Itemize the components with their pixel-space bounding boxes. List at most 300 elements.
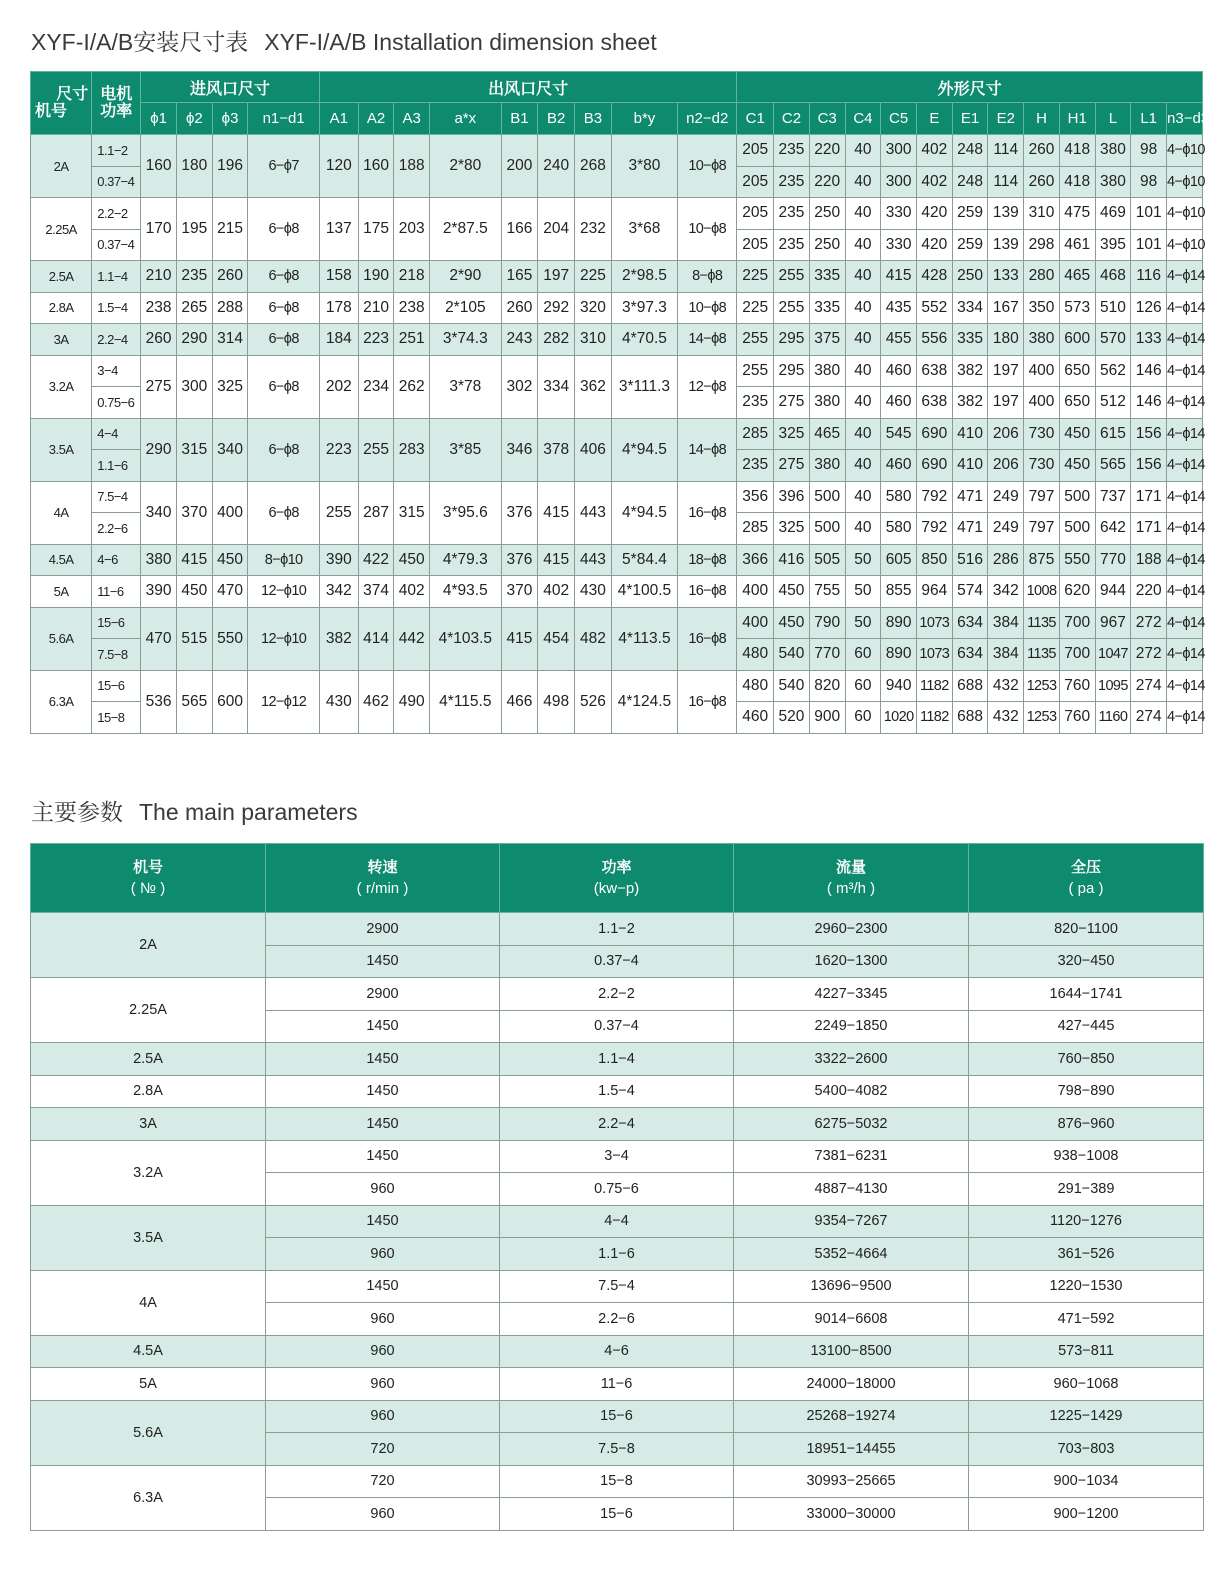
outline-cell: 4−ϕ10 (1167, 198, 1203, 230)
outline-cell: 4−ϕ14 (1167, 481, 1203, 513)
outline-cell: 4−ϕ14 (1167, 670, 1203, 702)
flow-cell: 25268−19274 (734, 1400, 969, 1433)
outline-cell: 562 (1095, 355, 1131, 387)
outline-cell: 540 (774, 670, 810, 702)
speed-cell: 2900 (266, 978, 500, 1011)
dimension-title-en: XYF-I/A/B Installation dimension sheet (264, 29, 657, 55)
outlet-cell: 166 (501, 198, 538, 261)
outline-cell: 272 (1131, 607, 1167, 639)
power-cell: 11−6 (500, 1368, 734, 1401)
outline-cell: 573 (1059, 292, 1095, 324)
inlet-cell: 370 (176, 481, 212, 544)
inlet-cell: 6−ϕ8 (248, 355, 319, 418)
outlet-cell: 4*115.5 (430, 670, 501, 733)
outline-cell: 460 (881, 450, 917, 482)
outlet-cell: 16−ϕ8 (678, 576, 737, 608)
outline-cell: 220 (1131, 576, 1167, 608)
outline-cell: 455 (881, 324, 917, 356)
outline-cell: 235 (737, 387, 774, 419)
outline-cell: 334 (952, 292, 988, 324)
outline-cell: 40 (845, 324, 881, 356)
outline-cell: 690 (916, 450, 952, 482)
pressure-cell: 320−450 (969, 945, 1204, 978)
outlet-cell: 204 (538, 198, 575, 261)
outline-cell: 1073 (916, 639, 952, 671)
outlet-cell: 2*90 (430, 261, 501, 293)
outline-cell: 737 (1095, 481, 1131, 513)
inlet-cell: 450 (176, 576, 212, 608)
motor-power-cell: 2.2−2 (92, 198, 141, 230)
outline-cell: 255 (737, 324, 774, 356)
dimension-row (31, 607, 1203, 639)
outline-cell: 171 (1131, 481, 1167, 513)
outline-cell: 114 (988, 135, 1024, 167)
outlet-cell: 18−ϕ8 (678, 544, 737, 576)
inlet-cell: 515 (176, 607, 212, 670)
power-cell: 4−4 (500, 1205, 734, 1238)
outline-cell: 500 (1059, 481, 1095, 513)
pressure-cell: 876−960 (969, 1108, 1204, 1141)
inlet-cell: 215 (212, 198, 248, 261)
inlet-cell: 470 (212, 576, 248, 608)
parameter-row (31, 1140, 1204, 1173)
outline-cell: 40 (845, 198, 881, 230)
outline-cell: 275 (774, 387, 810, 419)
outline-cell: 380 (1095, 135, 1131, 167)
outlet-cell: 526 (575, 670, 612, 733)
outlet-group-header: 出风口尺寸 (319, 72, 736, 103)
parameter-row (31, 978, 1204, 1011)
motor-power-cell: 7.5−4 (92, 481, 141, 513)
outline-cell: 797 (1024, 513, 1060, 545)
outline-cell: 1182 (916, 702, 952, 734)
inlet-cell: 380 (141, 544, 177, 576)
outlet-cell: 4*79.3 (430, 544, 501, 576)
parameter-row (31, 1205, 1204, 1238)
outline-cell: 450 (774, 607, 810, 639)
outlet-cell: 287 (358, 481, 394, 544)
outline-cell: 435 (881, 292, 917, 324)
outlet-cell: 14−ϕ8 (678, 418, 737, 481)
outline-cell: 471 (952, 481, 988, 513)
outline-cell: 516 (952, 544, 988, 576)
outlet-cell: 362 (575, 355, 612, 418)
motor-power-cell: 4−6 (92, 544, 141, 576)
outlet-cell: 3*68 (611, 198, 677, 261)
outline-cell: 432 (988, 702, 1024, 734)
power-cell: 15−8 (500, 1465, 734, 1498)
pressure-cell: 760−850 (969, 1043, 1204, 1076)
outline-cell: 700 (1059, 607, 1095, 639)
speed-cell: 960 (266, 1335, 500, 1368)
outlet-cell: 3*80 (611, 135, 677, 198)
inlet-cell: 400 (212, 481, 248, 544)
corner-header (31, 72, 92, 135)
outline-cell: 512 (1095, 387, 1131, 419)
installation-dimension-table (30, 71, 1210, 734)
outline-cell: 260 (1024, 135, 1060, 167)
outline-cell: 310 (1024, 198, 1060, 230)
outlet-cell: 137 (319, 198, 358, 261)
outlet-cell: 443 (575, 544, 612, 576)
inlet-cell: 12−ϕ10 (248, 576, 319, 608)
outline-cell: 384 (988, 639, 1024, 671)
outline-cell: 356 (737, 481, 774, 513)
outline-cell: 139 (988, 229, 1024, 261)
flow-cell: 13100−8500 (734, 1335, 969, 1368)
power-cell: 15−6 (500, 1400, 734, 1433)
outlet-cell: 262 (394, 355, 430, 418)
dimension-row (31, 135, 1203, 167)
power-cell: 15−6 (500, 1498, 734, 1531)
pressure-cell: 900−1034 (969, 1465, 1204, 1498)
pressure-cell: 1225−1429 (969, 1400, 1204, 1433)
param-model-cell: 2.8A (31, 1075, 266, 1108)
param-header-cn: 功率 (601, 859, 632, 876)
motor-power-cell: 0.37−4 (92, 229, 141, 261)
outlet-cell: 382 (319, 607, 358, 670)
outline-cell: 395 (1095, 229, 1131, 261)
power-cell: 2.2−2 (500, 978, 734, 1011)
outline-cell: 205 (737, 198, 774, 230)
outline-cell: 259 (952, 229, 988, 261)
outlet-cell: 4*70.5 (611, 324, 677, 356)
outline-cell: 1182 (916, 670, 952, 702)
motor-power-cell: 1.5−4 (92, 292, 141, 324)
column-header: a*x (430, 103, 501, 135)
outline-cell: 197 (988, 387, 1024, 419)
motor-power-cell: 1.1−6 (92, 450, 141, 482)
outline-cell: 760 (1059, 702, 1095, 734)
outline-cell: 468 (1095, 261, 1131, 293)
motor-power-cell: 4−4 (92, 418, 141, 450)
model-cell: 2.8A (31, 292, 92, 324)
outline-cell: 940 (881, 670, 917, 702)
outline-cell: 400 (737, 607, 774, 639)
outlet-cell: 225 (575, 261, 612, 293)
outlet-cell: 282 (538, 324, 575, 356)
outline-cell: 850 (916, 544, 952, 576)
column-header: L (1095, 103, 1131, 135)
outline-cell: 274 (1131, 702, 1167, 734)
motor-power-cell: 1.1−4 (92, 261, 141, 293)
outline-cell: 325 (774, 418, 810, 450)
outlet-cell: 450 (394, 544, 430, 576)
outline-cell: 50 (845, 576, 881, 608)
outline-cell: 40 (845, 513, 881, 545)
outlet-cell: 255 (319, 481, 358, 544)
outline-cell: 400 (737, 576, 774, 608)
outline-cell: 690 (916, 418, 952, 450)
outline-cell: 335 (952, 324, 988, 356)
outlet-cell: 442 (394, 607, 430, 670)
outline-cell: 700 (1059, 639, 1095, 671)
column-header: A2 (358, 103, 394, 135)
inlet-cell: 550 (212, 607, 248, 670)
inlet-cell: 565 (176, 670, 212, 733)
dimension-row (31, 670, 1203, 702)
outlet-cell: 16−ϕ8 (678, 670, 737, 733)
inlet-cell: 260 (141, 324, 177, 356)
inlet-cell: 170 (141, 198, 177, 261)
motor-label: 电机 (100, 86, 133, 103)
power-cell: 1.1−4 (500, 1043, 734, 1076)
flow-cell: 4887−4130 (734, 1173, 969, 1206)
outlet-cell: 415 (538, 544, 575, 576)
outline-cell: 259 (952, 198, 988, 230)
param-model-cell: 3A (31, 1108, 266, 1141)
outlet-cell: 197 (538, 261, 575, 293)
pressure-cell: 361−526 (969, 1238, 1204, 1271)
outline-cell: 552 (916, 292, 952, 324)
outline-cell: 790 (809, 607, 845, 639)
outlet-cell: 430 (575, 576, 612, 608)
flow-cell: 5400−4082 (734, 1075, 969, 1108)
param-model-cell: 2.5A (31, 1043, 266, 1076)
flow-cell: 9354−7267 (734, 1205, 969, 1238)
outline-cell: 146 (1131, 355, 1167, 387)
outline-cell: 249 (988, 481, 1024, 513)
pressure-cell: 820−1100 (969, 913, 1204, 946)
inlet-cell: 314 (212, 324, 248, 356)
flow-cell: 30993−25665 (734, 1465, 969, 1498)
outline-cell: 400 (1024, 387, 1060, 419)
inlet-cell: 195 (176, 198, 212, 261)
outline-cell: 40 (845, 481, 881, 513)
outline-cell: 890 (881, 607, 917, 639)
outlet-cell: 302 (501, 355, 538, 418)
outline-cell: 642 (1095, 513, 1131, 545)
pressure-cell: 960−1068 (969, 1368, 1204, 1401)
outlet-cell: 232 (575, 198, 612, 261)
outlet-cell: 334 (538, 355, 575, 418)
power-cell: 1.1−2 (500, 913, 734, 946)
parameters-title-cn: 主要参数 (31, 799, 123, 825)
outlet-cell: 260 (501, 292, 538, 324)
outline-cell: 188 (1131, 544, 1167, 576)
speed-cell: 2900 (266, 913, 500, 946)
inlet-cell: 290 (176, 324, 212, 356)
outline-cell: 382 (952, 387, 988, 419)
outline-cell: 300 (881, 135, 917, 167)
motor-power-cell: 2.2−4 (92, 324, 141, 356)
outline-cell: 855 (881, 576, 917, 608)
outline-cell: 410 (952, 418, 988, 450)
outlet-cell: 482 (575, 607, 612, 670)
model-cell: 6.3A (31, 670, 92, 733)
motor-power-cell: 0.75−6 (92, 387, 141, 419)
outline-cell: 133 (988, 261, 1024, 293)
outlet-cell: 454 (538, 607, 575, 670)
flow-cell: 1620−1300 (734, 945, 969, 978)
outline-cell: 4−ϕ14 (1167, 387, 1203, 419)
pressure-cell: 938−1008 (969, 1140, 1204, 1173)
inlet-cell: 260 (212, 261, 248, 293)
outline-cell: 300 (881, 166, 917, 198)
outline-cell: 255 (774, 261, 810, 293)
outline-cell: 4−ϕ10 (1167, 166, 1203, 198)
flow-cell: 5352−4664 (734, 1238, 969, 1271)
outline-cell: 418 (1059, 166, 1095, 198)
power-cell: 3−4 (500, 1140, 734, 1173)
outlet-cell: 292 (538, 292, 575, 324)
speed-cell: 1450 (266, 1108, 500, 1141)
outline-cell: 197 (988, 355, 1024, 387)
parameter-row (31, 1400, 1204, 1433)
param-model-cell: 3.2A (31, 1140, 266, 1205)
column-header: ϕ3 (212, 103, 248, 135)
inlet-cell: 196 (212, 135, 248, 198)
column-header: B1 (501, 103, 538, 135)
param-column-header (31, 844, 266, 913)
speed-cell: 720 (266, 1433, 500, 1466)
outline-cell: 275 (774, 450, 810, 482)
outline-cell: 1253 (1024, 670, 1060, 702)
dimension-row (31, 292, 1203, 324)
outlet-cell: 443 (575, 481, 612, 544)
outlet-cell: 4*94.5 (611, 481, 677, 544)
outline-cell: 580 (881, 481, 917, 513)
inlet-cell: 340 (212, 418, 248, 481)
power-cell: 0.37−4 (500, 1010, 734, 1043)
power-cell: 1.1−6 (500, 1238, 734, 1271)
outline-cell: 4−ϕ14 (1167, 639, 1203, 671)
outline-cell: 380 (1095, 166, 1131, 198)
speed-cell: 960 (266, 1498, 500, 1531)
inlet-cell: 6−ϕ8 (248, 324, 319, 356)
inlet-cell: 6−ϕ8 (248, 198, 319, 261)
outlet-cell: 415 (538, 481, 575, 544)
outline-cell: 620 (1059, 576, 1095, 608)
column-header: n3−d3 (1167, 103, 1203, 135)
outline-cell: 298 (1024, 229, 1060, 261)
outline-cell: 40 (845, 229, 881, 261)
parameter-row (31, 1335, 1204, 1368)
outline-cell: 428 (916, 261, 952, 293)
outline-cell: 730 (1024, 418, 1060, 450)
outline-cell: 350 (1024, 292, 1060, 324)
outline-cell: 156 (1131, 450, 1167, 482)
column-header: ϕ2 (176, 103, 212, 135)
column-header: n1−d1 (248, 103, 319, 135)
outline-cell: 797 (1024, 481, 1060, 513)
outline-cell: 60 (845, 670, 881, 702)
outline-cell: 286 (988, 544, 1024, 576)
outline-cell: 330 (881, 229, 917, 261)
dimension-row (31, 481, 1203, 513)
outlet-cell: 374 (358, 576, 394, 608)
flow-cell: 18951−14455 (734, 1433, 969, 1466)
column-header: E2 (988, 103, 1024, 135)
motor-power-cell: 1.1−2 (92, 135, 141, 167)
inlet-cell: 235 (176, 261, 212, 293)
outline-cell: 206 (988, 450, 1024, 482)
outlet-cell: 188 (394, 135, 430, 198)
outline-cell: 260 (1024, 166, 1060, 198)
outlet-cell: 160 (358, 135, 394, 198)
outlet-cell: 223 (319, 418, 358, 481)
model-cell: 3A (31, 324, 92, 356)
outline-cell: 40 (845, 418, 881, 450)
outlet-cell: 2*80 (430, 135, 501, 198)
speed-cell: 1450 (266, 1075, 500, 1108)
flow-cell: 2960−2300 (734, 913, 969, 946)
param-model-cell: 5.6A (31, 1400, 266, 1465)
speed-cell: 720 (266, 1465, 500, 1498)
pressure-cell: 427−445 (969, 1010, 1204, 1043)
model-cell: 4A (31, 481, 92, 544)
outlet-cell: 190 (358, 261, 394, 293)
outline-cell: 450 (774, 576, 810, 608)
parameter-row (31, 1368, 1204, 1401)
outlet-cell: 4*113.5 (611, 607, 677, 670)
param-header-unit: ( r/min ) (356, 880, 409, 897)
speed-cell: 960 (266, 1368, 500, 1401)
inlet-cell: 450 (212, 544, 248, 576)
outline-cell: 415 (881, 261, 917, 293)
outlet-cell: 10−ϕ8 (678, 198, 737, 261)
outline-cell: 1135 (1024, 607, 1060, 639)
outlet-cell: 158 (319, 261, 358, 293)
outlet-cell: 342 (319, 576, 358, 608)
param-model-cell: 6.3A (31, 1465, 266, 1530)
inlet-cell: 325 (212, 355, 248, 418)
outline-cell: 450 (1059, 450, 1095, 482)
outlet-cell: 422 (358, 544, 394, 576)
outlet-cell: 2*87.5 (430, 198, 501, 261)
param-header-cn: 全压 (1070, 859, 1101, 876)
outlet-cell: 376 (501, 481, 538, 544)
outlet-cell: 4*103.5 (430, 607, 501, 670)
param-column-header (500, 844, 734, 913)
dimension-row (31, 576, 1203, 608)
column-header: b*y (611, 103, 677, 135)
outline-cell: 40 (845, 355, 881, 387)
inlet-cell: 6−ϕ8 (248, 261, 319, 293)
power-cell: 7.5−4 (500, 1270, 734, 1303)
outline-cell: 402 (916, 166, 952, 198)
power-cell: 2.2−6 (500, 1303, 734, 1336)
power-cell: 1.5−4 (500, 1075, 734, 1108)
outline-cell: 380 (1024, 324, 1060, 356)
param-header-unit: (kw−p) (593, 880, 640, 897)
outline-cell: 410 (952, 450, 988, 482)
outline-cell: 146 (1131, 387, 1167, 419)
outline-cell: 60 (845, 702, 881, 734)
speed-cell: 1450 (266, 1140, 500, 1173)
outline-cell: 220 (809, 166, 845, 198)
outline-cell: 638 (916, 355, 952, 387)
outlet-cell: 3*85 (430, 418, 501, 481)
param-header-unit: ( pa ) (1068, 880, 1104, 897)
model-cell: 3.2A (31, 355, 92, 418)
outline-cell: 4−ϕ14 (1167, 702, 1203, 734)
dimension-row (31, 355, 1203, 387)
flow-cell: 3322−2600 (734, 1043, 969, 1076)
flow-cell: 2249−1850 (734, 1010, 969, 1043)
outline-cell: 1135 (1024, 639, 1060, 671)
inlet-cell: 6−ϕ8 (248, 292, 319, 324)
outlet-cell: 210 (358, 292, 394, 324)
outline-cell: 250 (809, 198, 845, 230)
motor-power-cell: 11−6 (92, 576, 141, 608)
inlet-cell: 12−ϕ12 (248, 670, 319, 733)
pressure-cell: 900−1200 (969, 1498, 1204, 1531)
inlet-cell: 8−ϕ10 (248, 544, 319, 576)
outline-cell: 510 (1095, 292, 1131, 324)
outlet-cell: 414 (358, 607, 394, 670)
outline-cell: 770 (809, 639, 845, 671)
